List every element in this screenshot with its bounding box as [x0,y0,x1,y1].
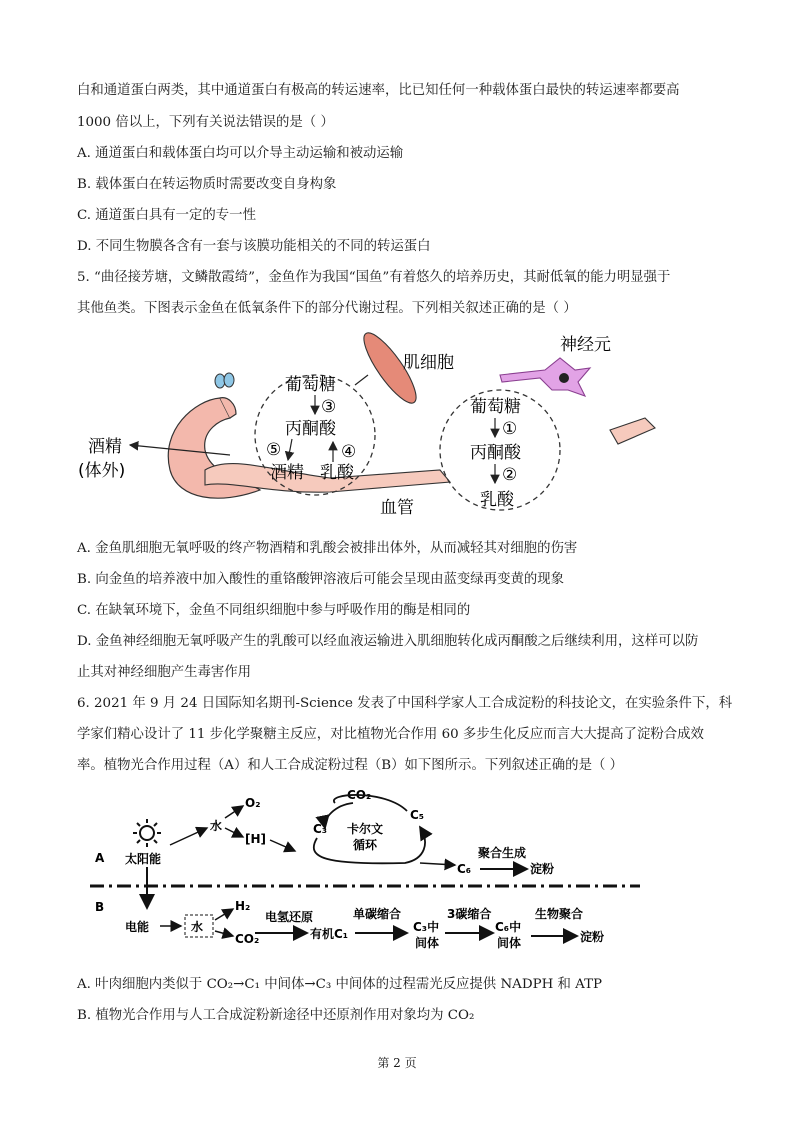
label-calvin-1: 卡尔文 [347,822,384,836]
label-step5: ⑤ [266,440,282,460]
label-glucose-left: 葡萄糖 [285,375,336,395]
q6-stem-line1: 6. 2021 年 9 月 24 日国际知名期刊-Science 发表了中国科学家人工合成淀粉的科技论文，在实验条件下，科 [77,696,733,711]
label-electric-energy: 电能 [125,920,150,934]
q4-option-d: D. 不同生物膜各含有一套与该膜功能相关的不同的转运蛋白 [77,239,431,254]
label-step2: ② [502,465,518,485]
label-step1: ① [502,419,518,439]
label-three-carbon: 3碳缩合 [447,907,492,921]
label-blood-vessel: 血管 [380,498,414,518]
label-glucose-right: 葡萄糖 [470,397,521,417]
q5-option-d-line1: D. 金鱼神经细胞无氧呼吸产生的乳酸可以经血液运输进入肌细胞转化成丙酮酸之后继续利用，这样可以防 [77,634,699,649]
label-co2-b: CO₂ [235,932,260,946]
q4-stem-line1: 白和通道蛋白两类，其中通道蛋白有极高的转运速率，比已知任何一种载体蛋白最快的转运速率都要高 [77,83,680,98]
fish-eye-shape [215,374,225,388]
q4-option-c: C. 通道蛋白具有一定的专一性 [77,208,256,223]
label-c6: C₆ [457,862,472,876]
label-lactate-left: 乳酸 [320,463,354,483]
q5-option-a: A. 金鱼肌细胞无氧呼吸的终产物酒精和乳酸会被排出体外，从而减轻其对细胞的伤害 [77,541,578,556]
q6-stem-line2: 学家们精心设计了 11 步化学聚糖主反应，对比植物光合作用 60 多步生化反应而言大大提高了淀粉合成效 [77,727,704,742]
q5-stem-line1: 5. “曲径接芳塘，文鳞散霞绮”，金鱼作为我国“国鱼”有着悠久的培养历史，其耐低氧的能力明显强于 [77,270,671,285]
q4-option-b: B. 载体蛋白在转运物质时需要改变自身构象 [77,177,337,192]
label-calvin-2: 循环 [353,838,378,852]
sun-icon [133,819,161,847]
label-water-b: 水 [191,920,204,934]
label-step4: ④ [341,442,357,462]
q6-option-a: A. 叶肉细胞内类似于 CO₂→C₁ 中间体→C₃ 中间体的过程需光反应提供 NADPH 和 ATP [77,977,603,992]
neuron-shape [500,358,590,396]
q5-option-b: B. 向金鱼的培养液中加入酸性的重铬酸钾溶液后可能会呈现由蓝变绿再变黄的现象 [77,572,565,587]
q6-stem-line3: 率。植物光合作用过程（A）和人工合成淀粉过程（B）如下图所示。下列叙述正确的是（ ） [77,758,623,773]
label-neuron: 神经元 [560,335,611,355]
label-h2: H₂ [235,899,251,913]
label-organic-c1: 有机C₁ [310,927,349,941]
label-o2: O₂ [245,796,261,810]
label-step3: ③ [321,397,337,417]
label-a: A [95,851,105,865]
label-lactate-right: 乳酸 [480,490,514,510]
label-c5: C₅ [410,808,425,822]
label-c3: C₃ [313,822,328,836]
label-c3-intermediate-1: C₃中 [413,920,440,934]
label-h: [H] [245,832,267,846]
label-c6-intermediate-2: 间体 [497,936,522,950]
label-bio-polymerize: 生物聚合 [535,907,584,921]
goldfish-metabolism-figure [70,330,670,525]
q4-stem-line2: 1000 倍以上，下列有关说法错误的是（ ） [77,115,334,130]
label-polymerize: 聚合生成 [478,846,527,860]
q5-stem-line2: 其他鱼类。下图表示金鱼在低氧条件下的部分代谢过程。下列相关叙述正确的是（ ） [77,301,577,316]
label-muscle-cell: 肌细胞 [403,353,454,373]
label-electro-hydro-reduction: 电氢还原 [265,910,314,924]
label-ethanol-inner: 酒精 [270,463,304,483]
label-b: B [95,900,105,914]
label-c6-intermediate-1: C₆中 [495,920,522,934]
label-ethanol-out: 酒精 [88,437,122,457]
label-solar-energy: 太阳能 [125,852,162,866]
label-starch-b: 淀粉 [580,930,605,944]
label-co2-top: CO₂ [347,788,372,802]
label-c3-intermediate-2: 间体 [415,936,440,950]
label-pyruvate-right: 丙酮酸 [470,443,521,463]
q5-option-c: C. 在缺氧环境下，金鱼不同组织细胞中参与呼吸作用的酶是相同的 [77,603,471,618]
page-number: 第 2 页 [377,1056,417,1070]
label-starch-a: 淀粉 [530,862,555,876]
label-single-carbon: 单碳缩合 [353,907,402,921]
label-water-a: 水 [210,819,223,833]
starch-synthesis-figure [85,783,645,958]
label-pyruvate-left: 丙酮酸 [285,419,336,439]
q5-option-d-line2: 止其对神经细胞产生毒害作用 [77,665,252,680]
label-ethanol-body-outside: (体外) [78,461,126,481]
q4-option-a: A. 通道蛋白和载体蛋白均可以介导主动运输和被动运输 [77,146,404,161]
q6-option-b: B. 植物光合作用与人工合成淀粉新途径中还原剂作用对象均为 CO₂ [77,1008,475,1023]
